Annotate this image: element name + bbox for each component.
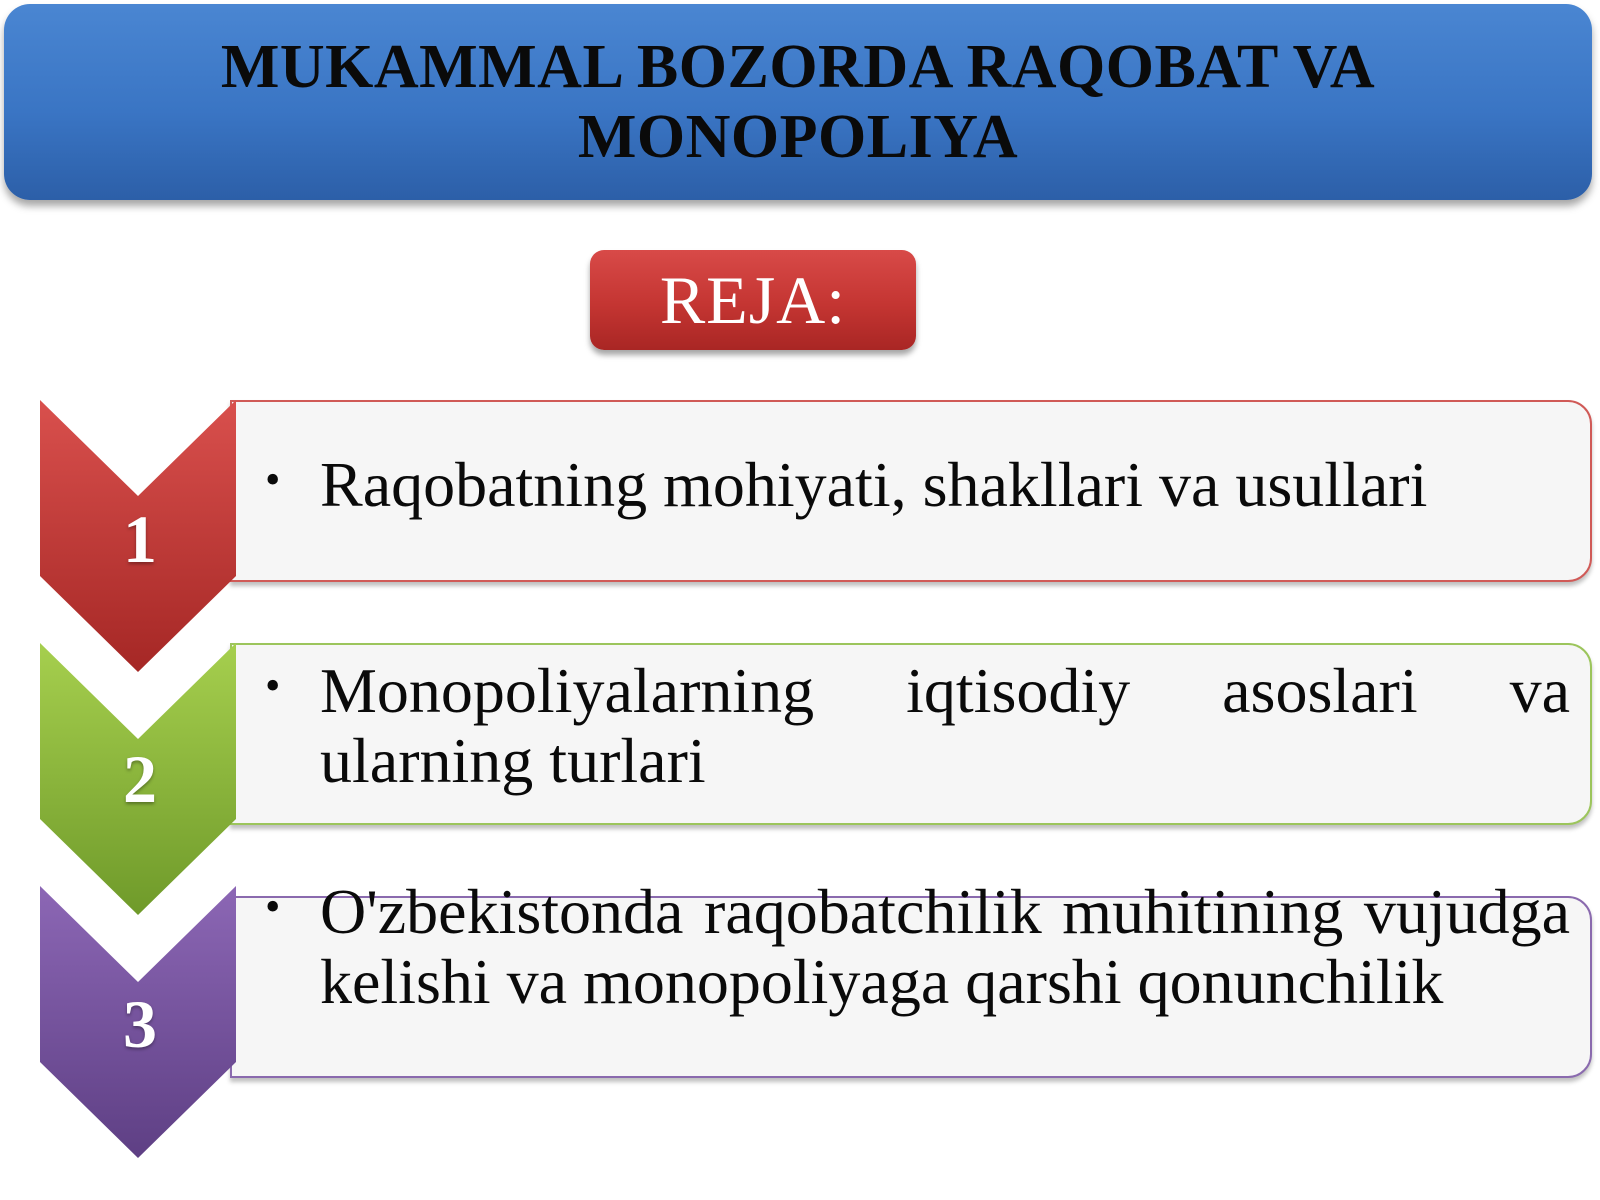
title-banner <box>4 4 1592 200</box>
step-2-number: 2 <box>123 741 157 817</box>
plan-label: REJA: <box>659 261 847 338</box>
step-2-label: Monopoliyalarning iqtisodiy asoslari va ularning turlari <box>320 655 1570 796</box>
bullet-icon: • <box>265 882 281 931</box>
bullet-icon: • <box>265 455 281 504</box>
step-3-item <box>265 877 1570 1017</box>
step-3-number: 3 <box>123 986 157 1062</box>
plan-badge <box>590 250 916 350</box>
bullet-icon: • <box>265 661 281 710</box>
step-1-item <box>265 450 1570 520</box>
step-1-number: 1 <box>123 501 157 577</box>
slide-title: MUKAMMAL BOZORDA RAQOBAT VA MONOPOLIYA <box>220 33 1376 171</box>
step-3-label: O'zbekistonda raqobatchilik muhitining vujudga kelishi va monopoliyaga qarshi qonunchilik <box>320 876 1570 1017</box>
step-1-label: Raqobatning mohiyati, shakllari va usullari <box>320 449 1428 520</box>
step-2-item <box>265 656 1570 796</box>
